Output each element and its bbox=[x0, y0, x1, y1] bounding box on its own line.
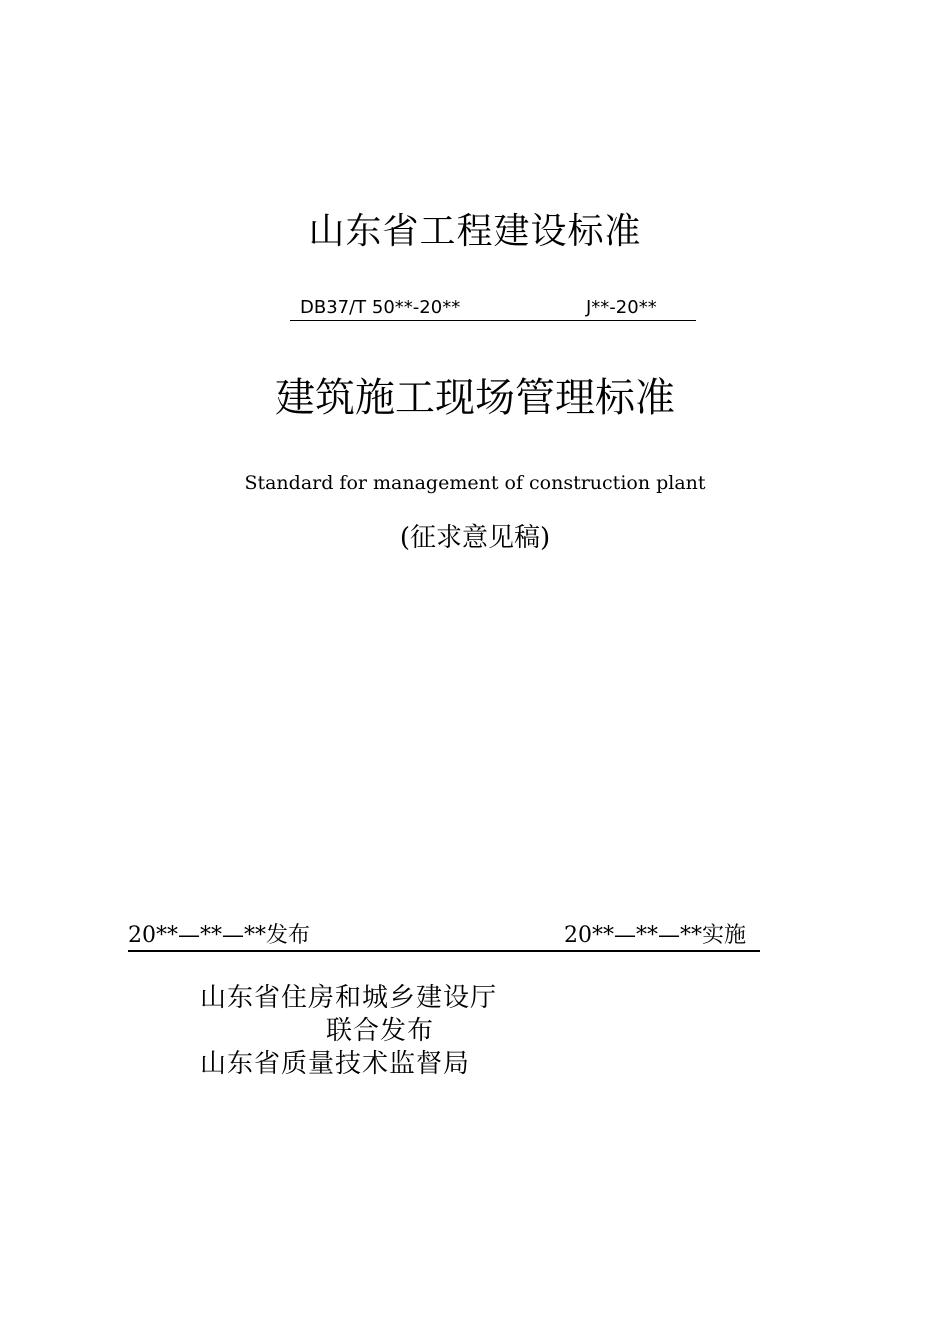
standard-number: DB37/T 50**-20** bbox=[300, 297, 461, 318]
standard-codes-line bbox=[290, 296, 696, 321]
draft-status: (征求意见稿) bbox=[399, 523, 551, 553]
document-title: 建筑施工现场管理标准 bbox=[275, 375, 675, 421]
date-line bbox=[128, 922, 760, 952]
joint-issue-label: 联合发布 bbox=[326, 1016, 435, 1046]
implement-date: 20**—**—**实施 bbox=[564, 923, 746, 948]
standard-category-heading: 山东省工程建设标准 bbox=[308, 211, 642, 252]
publish-date: 20**—**—**发布 bbox=[128, 923, 310, 948]
issuer-quality-bureau: 山东省质量技术监督局 bbox=[200, 1049, 471, 1079]
issuer-housing-department: 山东省住房和城乡建设厅 bbox=[200, 983, 498, 1013]
document-title-english: Standard for management of construction plant bbox=[244, 472, 706, 494]
record-number: J**-20** bbox=[586, 297, 657, 318]
